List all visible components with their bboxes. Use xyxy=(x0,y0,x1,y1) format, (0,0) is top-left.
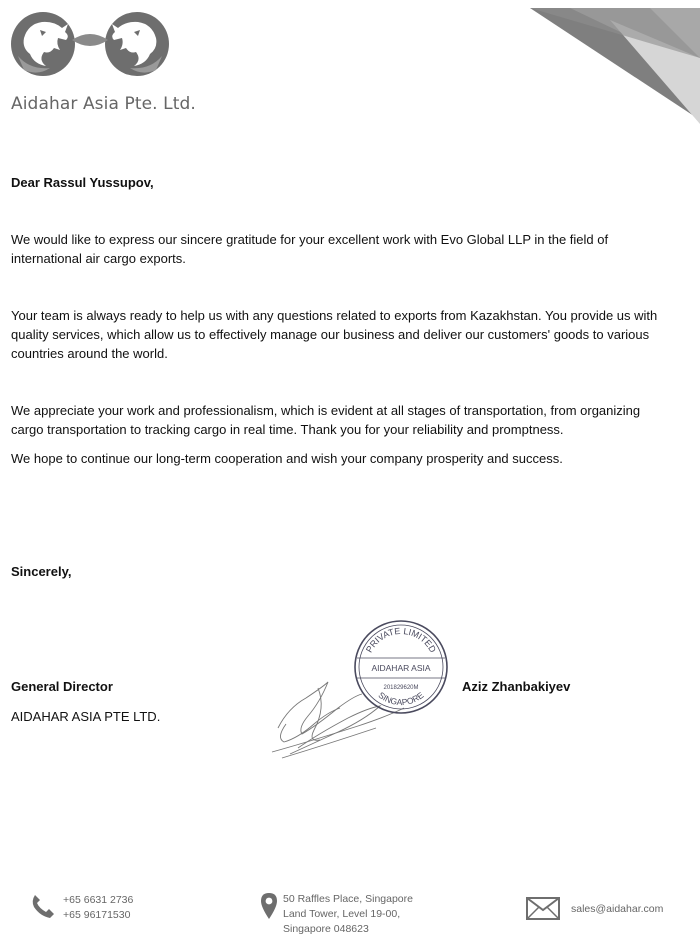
stamp-top-arc: PRIVATE LIMITED xyxy=(363,625,439,655)
footer-phones xyxy=(63,893,133,923)
closing: Sincerely, xyxy=(11,564,72,579)
greeting: Dear Rassul Yussupov, xyxy=(11,175,154,190)
location-pin-icon xyxy=(260,892,278,920)
footer-address xyxy=(283,892,413,937)
paragraph-cooperation: We hope to continue our long-term cooperation and wish your company prosperity and success. xyxy=(11,451,563,466)
stamp-bottom-arc: SINGAPORE xyxy=(376,689,426,708)
signatory-name: Aziz Zhanbakiyev xyxy=(462,679,571,694)
footer-address-line-2: Land Tower, Level 19-00, xyxy=(283,908,401,920)
paragraph-gratitude: We would like to express our sincere gratitude for your excellent work with Evo Global LLP in the field of international air cargo exports. xyxy=(11,232,609,266)
footer-address-line-1: 50 Raffles Place, Singapore xyxy=(283,893,413,905)
footer-phone-1: +65 6631 2736 xyxy=(63,894,134,906)
footer-phone-2: +65 96171530 xyxy=(63,909,131,921)
footer-address-line-3: Singapore 048623 xyxy=(283,923,369,935)
company-name: Aidahar Asia Pte. Ltd. xyxy=(11,94,196,114)
stamp-reg-number: 201829620M xyxy=(383,685,419,691)
paragraph-team: Your team is always ready to help us with any questions related to exports from Kazakhstan. You provide us with quality services, which allow us to effectively manage our business and deliver our customers' goods to various countries around the world. xyxy=(11,308,658,361)
corner-decoration xyxy=(510,0,700,130)
paragraph-professionalism: We appreciate your work and professionalism, which is evident at all stages of transportation, from organizing cargo transportation to tracking cargo in real time. Thank you for your reliability and promptness. xyxy=(11,403,641,437)
phone-icon xyxy=(30,893,56,919)
signatory-company: AIDAHAR ASIA PTE LTD. xyxy=(11,709,161,724)
company-stamp xyxy=(352,618,450,716)
envelope-icon xyxy=(526,897,560,920)
signatory-title: General Director xyxy=(11,679,113,694)
footer-email[interactable]: sales@aidahar.com xyxy=(571,903,664,915)
dragon-logo-icon xyxy=(10,10,170,78)
stamp-center: AIDAHAR ASIA xyxy=(371,663,431,673)
